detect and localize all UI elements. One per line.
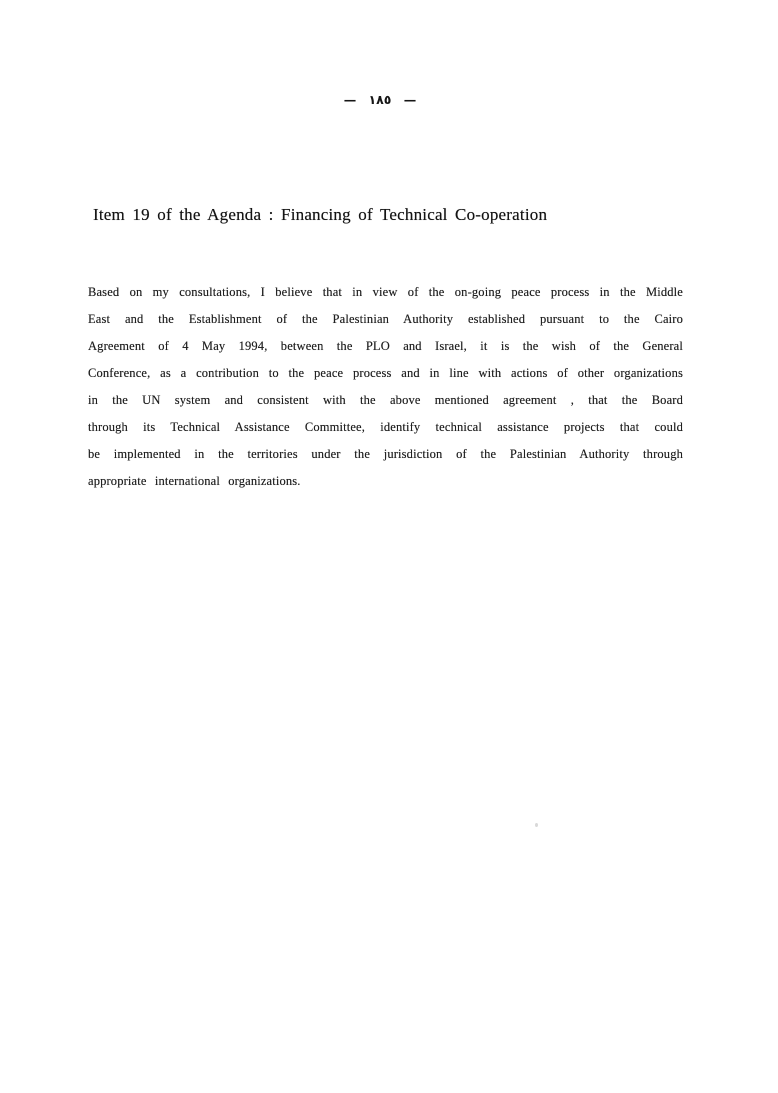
scan-artifact-dot — [535, 823, 538, 827]
paragraph-line: Agreement of 4 May 1994, between the PLO and Israel, it is the wish of the General — [88, 339, 683, 353]
paragraph-line: Conference, as a contribution to the peace process and in line with actions of other organizations — [88, 366, 683, 380]
paragraph-line: be implemented in the territories under the jurisdiction of the Palestinian Authority through — [88, 447, 683, 461]
paragraph-line: Based on my consultations, I believe that in view of the on-going peace process in the Middle — [88, 285, 683, 299]
agenda-item-heading: Item 19 of the Agenda : Financing of Technical Co-operation — [93, 205, 548, 224]
paragraph-line: appropriate international organizations. — [88, 474, 301, 488]
paragraph-line: through its Technical Assistance Committee, identify technical assistance projects that could — [88, 420, 683, 434]
body-paragraph — [88, 279, 683, 495]
page-number: — ١٨٥ — — [343, 92, 417, 107]
paragraph-line: East and the Establishment of the Palestinian Authority established pursuant to the Cairo — [88, 312, 683, 326]
paragraph-line: in the UN system and consistent with the above mentioned agreement , that the Board — [88, 393, 683, 407]
